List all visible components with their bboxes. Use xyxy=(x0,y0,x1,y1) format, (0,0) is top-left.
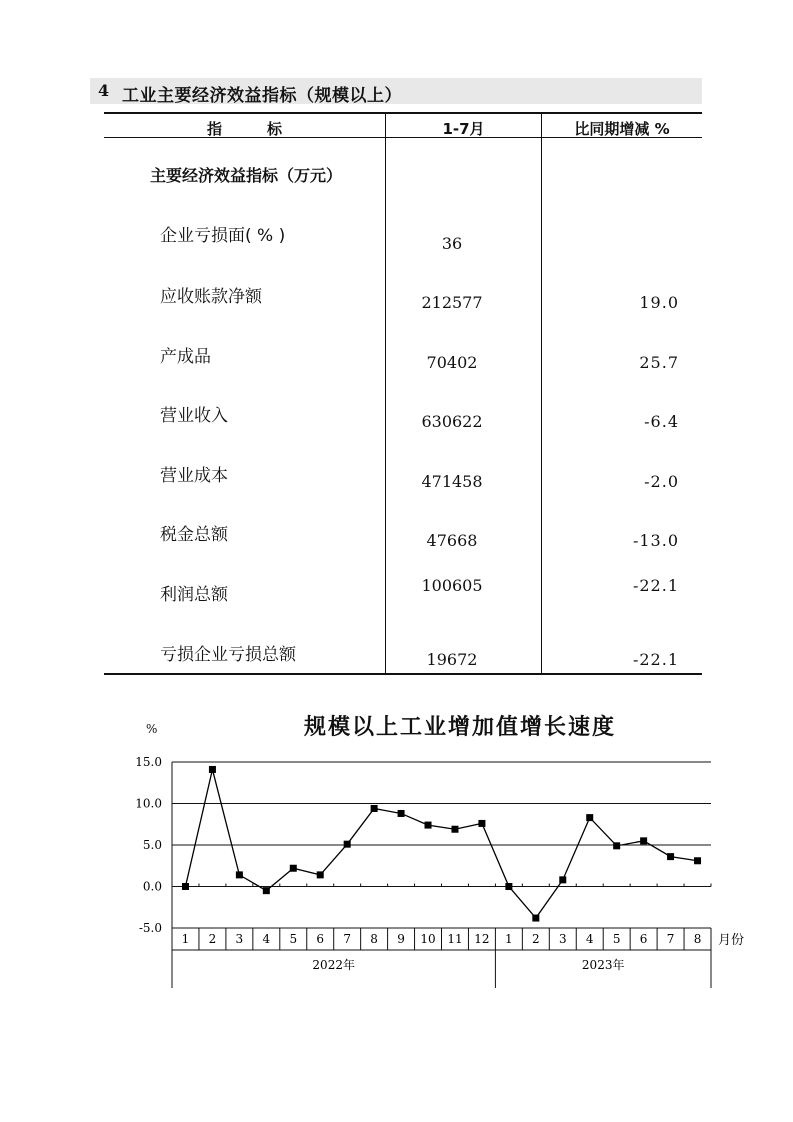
row-label: 产成品 xyxy=(160,347,211,367)
x-tick-label: 6 xyxy=(639,932,648,946)
data-point xyxy=(532,915,539,922)
data-point xyxy=(236,871,243,878)
chart-title: 规模以上工业增加值增长速度 xyxy=(303,715,616,740)
header-change: 比同期增减 % xyxy=(574,120,670,138)
row-value: 19672 xyxy=(426,650,478,669)
x-tick-label: 2 xyxy=(532,932,540,946)
data-point xyxy=(667,853,674,860)
x-tick-label: 10 xyxy=(420,932,436,946)
row-value: 36 xyxy=(441,234,463,253)
data-point xyxy=(586,814,593,821)
row-change: -6.4 xyxy=(644,412,679,431)
row-change: 19.0 xyxy=(639,293,679,312)
x-axis-label: 月份 xyxy=(718,933,745,948)
row-change: -22.1 xyxy=(632,576,679,595)
row-value: 471458 xyxy=(421,472,483,491)
row-label: 营业成本 xyxy=(160,466,228,486)
group-label: 主要经济效益指标（万元） xyxy=(150,166,343,185)
table-col-divider-2 xyxy=(541,112,542,674)
y-tick-label: 0.0 xyxy=(142,879,162,894)
section-title: 工业主要经济效益指标（规模以上） xyxy=(122,86,402,106)
data-point xyxy=(505,883,512,890)
x-tick-label: 1 xyxy=(181,932,190,946)
section-number: 4 xyxy=(98,81,110,100)
table-bottom-rule xyxy=(104,673,702,675)
y-tick-label: 15.0 xyxy=(135,755,162,769)
x-tick-label: 11 xyxy=(447,932,463,946)
table-col-divider-1 xyxy=(385,112,386,674)
x-tick-label: 4 xyxy=(262,932,271,946)
year-label: 2023年 xyxy=(581,958,625,972)
x-tick-label: 4 xyxy=(585,932,594,946)
data-point xyxy=(478,820,485,827)
x-tick-label: 9 xyxy=(397,932,405,946)
x-tick-label: 6 xyxy=(316,932,325,946)
x-tick-label: 8 xyxy=(370,932,378,946)
data-point xyxy=(317,871,324,878)
data-point xyxy=(640,837,647,844)
y-tick-label: 10.0 xyxy=(135,796,162,811)
data-point xyxy=(451,826,458,833)
row-change: -13.0 xyxy=(632,531,679,550)
data-point xyxy=(209,766,216,773)
y-axis-unit: % xyxy=(146,722,158,736)
y-tick-label: -5.0 xyxy=(138,921,162,935)
year-label: 2022年 xyxy=(312,958,355,972)
data-point xyxy=(559,876,566,883)
x-tick-label: 3 xyxy=(235,932,244,946)
series-line xyxy=(185,769,697,918)
data-point xyxy=(371,805,378,812)
row-label: 亏损企业亏损总额 xyxy=(160,645,296,665)
row-label: 利润总额 xyxy=(160,585,228,605)
x-tick-label: 3 xyxy=(558,932,567,946)
header-indicator: 指 标 xyxy=(206,120,282,138)
data-point xyxy=(613,842,620,849)
data-point xyxy=(182,883,189,890)
data-point xyxy=(425,822,432,829)
row-change: -2.0 xyxy=(644,472,679,491)
data-point xyxy=(344,841,351,848)
x-tick-label: 7 xyxy=(343,932,351,946)
row-value: 70402 xyxy=(426,353,478,372)
x-tick-label: 1 xyxy=(505,932,513,946)
growth-line-chart xyxy=(0,740,793,1000)
row-label: 营业收入 xyxy=(160,406,228,426)
x-tick-label: 12 xyxy=(474,932,490,946)
row-change: 25.7 xyxy=(639,353,679,372)
row-value: 47668 xyxy=(426,531,478,550)
row-label: 税金总额 xyxy=(160,525,228,545)
header-period: 1-7月 xyxy=(442,120,485,138)
data-point xyxy=(263,887,270,894)
row-value: 212577 xyxy=(421,293,483,312)
x-tick-label: 5 xyxy=(612,932,621,946)
row-label: 应收账款净额 xyxy=(160,287,262,307)
x-tick-label: 2 xyxy=(208,932,217,946)
indicator-table xyxy=(104,112,702,676)
row-value: 630622 xyxy=(421,412,483,431)
table-top-rule xyxy=(104,112,702,114)
y-tick-label: 5.0 xyxy=(142,838,162,852)
x-tick-label: 5 xyxy=(289,932,298,946)
x-tick-label: 8 xyxy=(693,932,702,946)
row-change: -22.1 xyxy=(632,650,679,669)
row-value: 100605 xyxy=(421,576,483,595)
data-point xyxy=(398,810,405,817)
data-point xyxy=(694,857,701,864)
row-label: 企业亏损面( % ) xyxy=(160,226,286,246)
x-tick-label: 7 xyxy=(666,932,675,946)
section-header xyxy=(90,78,702,104)
data-point xyxy=(290,865,297,872)
